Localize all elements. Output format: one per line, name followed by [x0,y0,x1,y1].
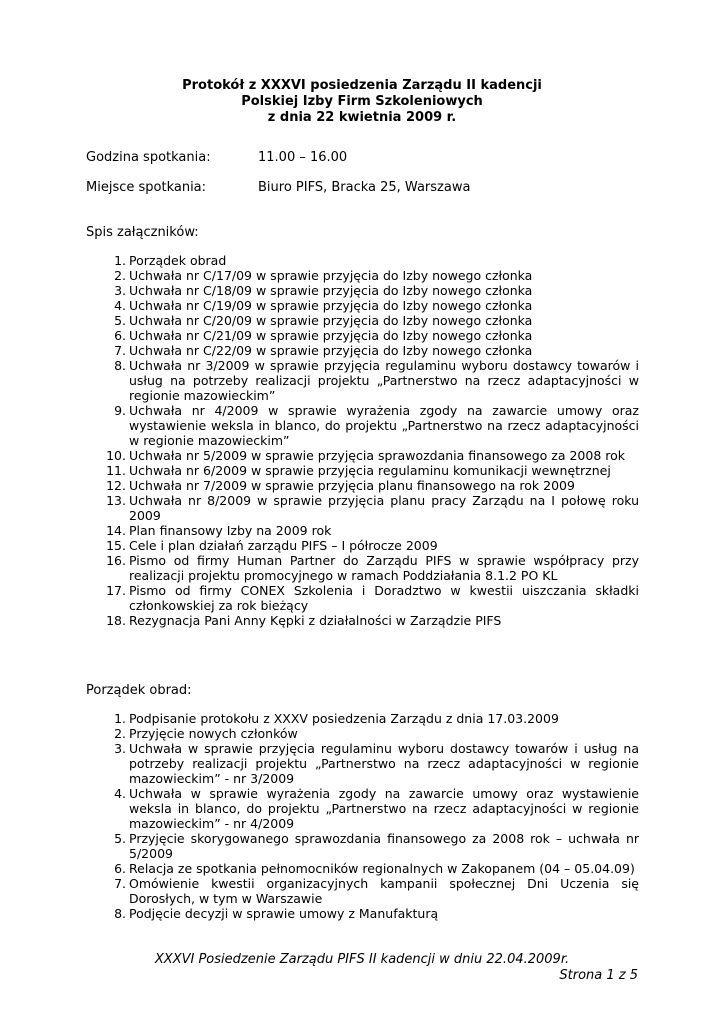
list-item [86,538,639,553]
list-item-number: 3. [114,741,126,756]
list-item [86,861,639,876]
list-item-number: 10. [106,448,126,463]
list-item-text: Uchwała nr C/19/09 w sprawie przyjęcia do Izby nowego członka [129,298,533,313]
list-item-text: Uchwała nr 7/2009 w sprawie przyjęcia planu finansowego na rok 2009 [129,478,575,493]
list-item-number: 8. [114,906,126,921]
list-item-number: 11. [106,463,126,478]
list-item-number: 2. [114,726,126,741]
document-title-line-3: z dnia 22 kwietnia 2009 r. [267,110,457,125]
agenda-heading: Porządek obrad: [86,683,192,698]
list-item-number: 6. [114,328,126,343]
list-item [86,786,639,831]
list-item-text: Uchwała nr C/17/09 w sprawie przyjęcia do Izby nowego członka [129,268,533,283]
list-item [86,523,639,538]
list-item-text: Uchwała w sprawie wyrażenia zgody na zawarcie umowy oraz wystawienie weksla in blanco, do projektu „Partnerstwo na rzecz adaptacyjności w regionie mazowieckim” - nr 4/2009 [129,786,639,831]
list-item [86,493,639,523]
list-item [86,463,639,478]
list-item-text: Uchwała nr 3/2009 w sprawie przyjęcia regulaminu wyboru dostawcy towarów i usług na potrzeby realizacji projektu „Partnerstwo na rzecz adaptacyjności w regionie mazowieckim” [129,358,639,403]
list-item-text: Przyjęcie nowych członków [129,726,298,741]
list-item [86,253,639,268]
list-item [86,553,639,583]
meeting-place-label: Miejsce spotkania: [86,180,207,195]
list-item-number: 13. [106,493,126,508]
list-item-number: 5. [114,831,126,846]
list-item-number: 8. [114,358,126,373]
list-item-text: Pismo od firmy Human Partner do Zarządu PIFS w sprawie współpracy przy realizacji projektu promocyjnego w ramach Poddziałania 8.1.2 PO KL [129,553,639,583]
list-item-number: 1. [114,711,126,726]
list-item [86,343,639,358]
list-item-number: 4. [114,298,126,313]
list-item-number: 7. [114,343,126,358]
list-item-text: Podjęcie decyzji w sprawie umowy z Manufakturą [129,906,439,921]
list-item-number: 14. [106,523,126,538]
agenda-list [86,711,639,921]
meeting-time-label: Godzina spotkania: [86,150,211,165]
list-item [86,906,639,921]
list-item-text: Uchwała nr C/18/09 w sprawie przyjęcia do Izby nowego członka [129,283,533,298]
list-item-number: 5. [114,313,126,328]
list-item-number: 16. [106,553,126,568]
list-item-text: Cele i plan działań zarządu PIFS – I półrocze 2009 [129,538,438,553]
list-item [86,448,639,463]
list-item-number: 9. [114,403,126,418]
list-item-text: Uchwała nr 5/2009 w sprawie przyjęcia sprawozdania finansowego za 2008 rok [129,448,626,463]
list-item-text: Uchwała nr C/20/09 w sprawie przyjęcia do Izby nowego członka [129,313,533,328]
list-item-number: 17. [106,583,126,598]
document-title-line-1: Protokół z XXXVI posiedzenia Zarządu II kadencji [182,78,542,93]
list-item-text: Uchwała nr 6/2009 w sprawie przyjęcia regulaminu komunikacji wewnętrznej [129,463,611,478]
list-item-text: Rezygnacja Pani Anny Kępki z działalności w Zarządzie PIFS [129,613,502,628]
list-item-text: Uchwała w sprawie przyjęcia regulaminu wyboru dostawcy towarów i usług na potrzeby realizacji projektu „Partnerstwo na rzecz adaptacyjności w regionie mazowieckim” - nr 3/2009 [129,741,639,786]
list-item-text: Porządek obrad [129,253,227,268]
list-item-text: Uchwała nr 4/2009 w sprawie wyrażenia zgody na zawarcie umowy oraz wystawienie weksla in blanco, do projektu „Partnerstwo na rzecz adaptacyjności w regionie mazowieckim” [129,403,639,448]
list-item [86,613,639,628]
list-item-text: Uchwała nr C/21/09 w sprawie przyjęcia do Izby nowego członka [129,328,533,343]
list-item [86,876,639,906]
list-item [86,328,639,343]
list-item [86,478,639,493]
list-item [86,726,639,741]
list-item-number: 12. [106,478,126,493]
list-item-number: 15. [106,538,126,553]
list-item-number: 18. [106,613,126,628]
list-item [86,268,639,283]
list-item [86,583,639,613]
list-item-number: 2. [114,268,126,283]
list-item [86,358,639,403]
list-item [86,283,639,298]
list-item-number: 6. [114,861,126,876]
list-item-number: 3. [114,283,126,298]
list-item [86,831,639,861]
attachments-list [86,253,639,628]
list-item-text: Plan finansowy Izby na 2009 rok [129,523,332,538]
list-item-text: Relacja ze spotkania pełnomocników regionalnych w Zakopanem (04 – 05.04.09) [129,861,635,876]
meeting-time-value: 11.00 – 16.00 [258,150,348,165]
list-item [86,298,639,313]
document-title-line-2: Polskiej Izby Firm Szkoleniowych [241,94,483,109]
list-item-number: 1. [114,253,126,268]
list-item-text: Pismo od firmy CONEX Szkolenia i Doradztwo w kwestii uiszczania składki członkowskiej za rok bieżący [129,583,639,613]
list-item [86,313,639,328]
list-item-number: 7. [114,876,126,891]
list-item-text: Podpisanie protokołu z XXXV posiedzenia Zarządu z dnia 17.03.2009 [129,711,559,726]
list-item-text: Przyjęcie skorygowanego sprawozdania finansowego za 2008 rok – uchwała nr 5/2009 [129,831,639,861]
meeting-place-value: Biuro PIFS, Bracka 25, Warszawa [258,180,471,195]
list-item-text: Omówienie kwestii organizacyjnych kampanii społecznej Dni Uczenia się Dorosłych, w tym w Warszawie [129,876,639,906]
list-item [86,741,639,786]
list-item [86,711,639,726]
list-item-text: Uchwała nr 8/2009 w sprawie przyjęcia planu pracy Zarządu na I połowę roku 2009 [129,493,639,523]
list-item [86,403,639,448]
attachments-heading: Spis załączników: [86,225,199,240]
list-item-number: 4. [114,786,126,801]
footer-page-number: Strona 1 z 5 [559,968,638,983]
list-item-text: Uchwała nr C/22/09 w sprawie przyjęcia do Izby nowego członka [129,343,533,358]
footer-meeting-info: XXXVI Posiedzenie Zarządu PIFS II kadencji w dniu 22.04.2009r. [154,952,570,967]
